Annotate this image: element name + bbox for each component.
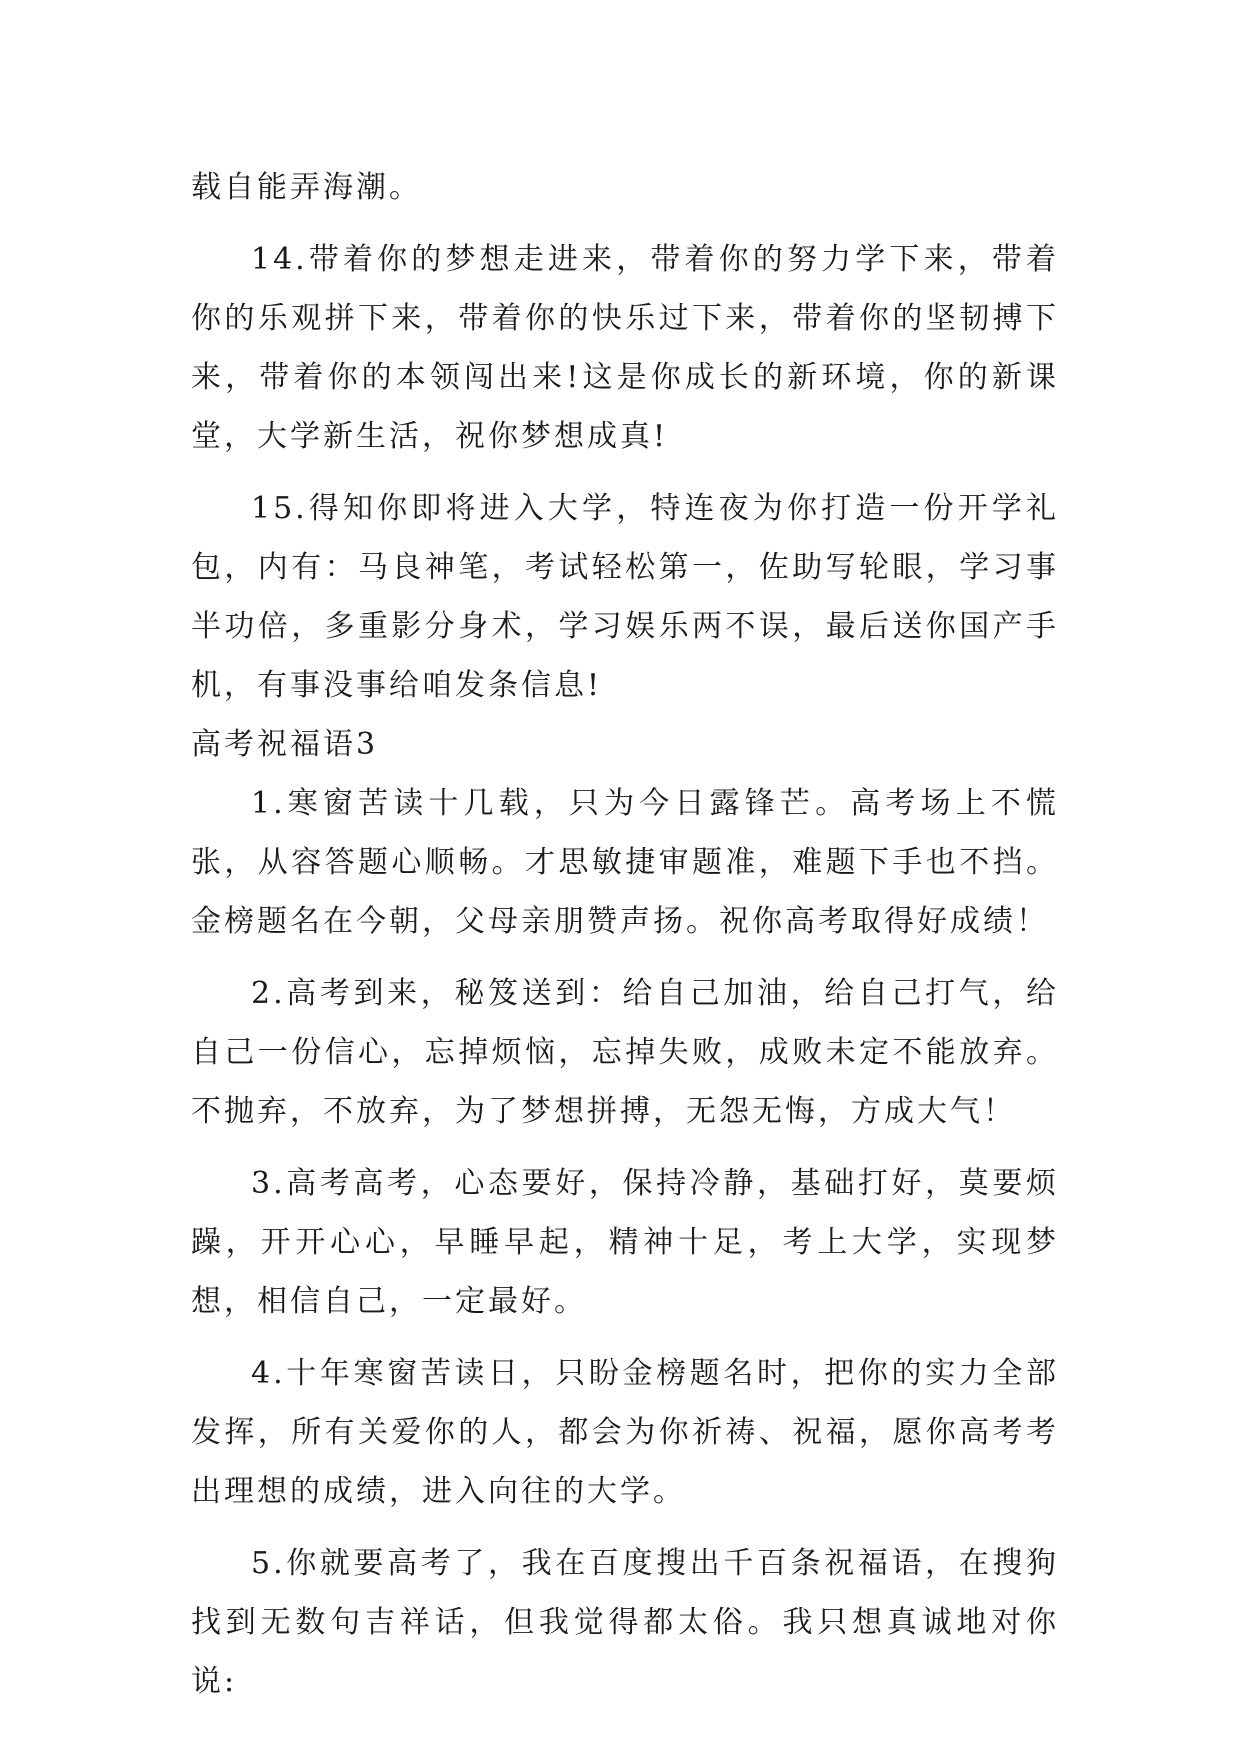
paragraph-item-2: 2.高考到来，秘笈送到：给自己加油，给自己打气，给自己一份信心，忘掉烦恼，忘掉失败，成败未定不能放弃。不抛弃，不放弃，为了梦想拼搏，无怨无悔，方成大气！ [191,976,1059,1129]
paragraph-item-14: 14.带着你的梦想走进来，带着你的努力学下来，带着你的乐观拼下来，带着你的快乐过下来，带着你的坚韧搏下来，带着你的本领闯出来!这是你成长的新环境，你的新课堂，大学新生活，祝你梦想成真! [191,242,1059,454]
paragraph-continuation: 载自能弄海潮。 [191,170,422,205]
paragraph-item-5: 5.你就要高考了，我在百度搜出千百条祝福语，在搜狗找到无数句吉祥话，但我觉得都太俗。我只想真诚地对你说: [191,1546,1059,1699]
paragraph-item-3: 3.高考高考，心态要好，保持冷静，基础打好，莫要烦躁，开开心心，早睡早起，精神十足，考上大学，实现梦想，相信自己，一定最好。 [191,1166,1059,1319]
paragraph-item-4: 4.十年寒窗苦读日，只盼金榜题名时，把你的实力全部发挥，所有关爱你的人，都会为你祈祷、祝福，愿你高考考出理想的成绩，进入向往的大学。 [191,1356,1059,1509]
section-heading: 高考祝福语3 [191,727,379,762]
document-body [191,158,1059,1711]
paragraph-item-1: 1.寒窗苦读十几载，只为今日露锋芒。高考场上不慌张，从容答题心顺畅。才思敏捷审题准，难题下手也不挡。金榜题名在今朝，父母亲朋赞声扬。祝你高考取得好成绩！ [191,786,1059,939]
paragraph-item-15: 15.得知你即将进入大学，特连夜为你打造一份开学礼包，内有：马良神笔，考试轻松第一，佐助写轮眼，学习事半功倍，多重影分身术，学习娱乐两不误，最后送你国产手机，有事没事给咱发条信息! [191,491,1059,703]
